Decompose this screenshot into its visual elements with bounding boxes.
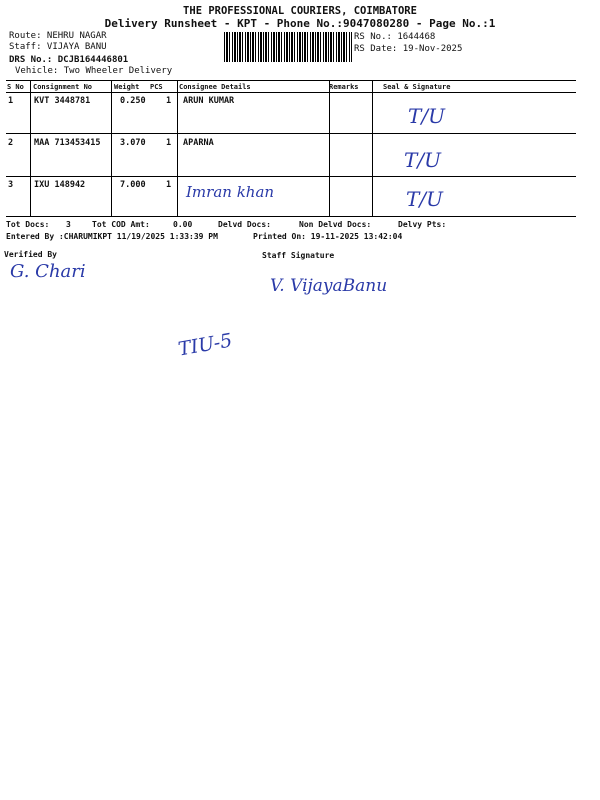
staff-label: Staff: VIJAYA BANU bbox=[9, 42, 107, 52]
header-consignment: Consignment No bbox=[33, 83, 93, 91]
row-3-sno: 3 bbox=[8, 180, 14, 190]
table-column-divider bbox=[372, 80, 373, 216]
header-remarks: Remarks bbox=[329, 83, 359, 91]
rs-number: RS No.: 1644468 bbox=[354, 32, 436, 42]
delvy-pts-label: Delvy Pts: bbox=[398, 220, 447, 229]
table-top-border bbox=[6, 80, 576, 81]
table-header-border bbox=[6, 92, 576, 93]
header-pcs: PCS bbox=[150, 83, 163, 91]
header-sno: S No bbox=[7, 83, 24, 91]
row-2-weight: 3.070 bbox=[120, 138, 146, 148]
company-title: THE PROFESSIONAL COURIERS, COIMBATORE bbox=[183, 5, 417, 17]
table-row-divider bbox=[6, 133, 576, 134]
verified-by-signature: G. Chari bbox=[10, 261, 86, 282]
row-3-seal-handwriting: T/U bbox=[406, 187, 443, 211]
tot-cod-value: 0.00 bbox=[173, 220, 193, 229]
row-1-consignment: KVT 3448781 bbox=[34, 96, 91, 106]
staff-signature: V. VijayaBanu bbox=[270, 276, 388, 296]
tot-docs-label: Tot Docs: bbox=[6, 220, 50, 229]
runsheet-title: Delivery Runsheet - KPT - Phone No.:9047080280 - Page No.:1 bbox=[104, 17, 496, 30]
tot-cod-label: Tot COD Amt: bbox=[92, 220, 150, 229]
row-1-pcs: 1 bbox=[166, 96, 172, 106]
handwritten-note: TIU-5 bbox=[176, 329, 234, 361]
row-2-sno: 2 bbox=[8, 138, 14, 148]
printed-on: Printed On: 19-11-2025 13:42:04 bbox=[253, 232, 403, 241]
row-1-consignee: ARUN KUMAR bbox=[183, 96, 235, 106]
tot-docs-value: 3 bbox=[66, 220, 71, 229]
table-column-divider bbox=[329, 80, 330, 216]
entered-by: Entered By :CHARUMIKPT 11/19/2025 1:33:39 PM bbox=[6, 232, 218, 241]
route-label: Route: NEHRU NAGAR bbox=[9, 31, 107, 41]
row-3-weight: 7.000 bbox=[120, 180, 146, 190]
row-3-pcs: 1 bbox=[166, 180, 172, 190]
row-2-seal-handwriting: T/U bbox=[404, 148, 441, 172]
header-seal: Seal & Signature bbox=[383, 83, 451, 91]
row-2-consignment: MAA 713453415 bbox=[34, 138, 101, 148]
delvd-docs-label: Delvd Docs: bbox=[218, 220, 271, 229]
rs-date: RS Date: 19-Nov-2025 bbox=[354, 44, 463, 54]
non-delvd-docs-label: Non Delvd Docs: bbox=[299, 220, 372, 229]
row-1-seal-handwriting: T/U bbox=[408, 104, 445, 128]
row-3-consignment: IXU 148942 bbox=[34, 180, 86, 190]
staff-signature-label: Staff Signature bbox=[262, 251, 335, 260]
table-column-divider bbox=[177, 80, 178, 216]
row-2-pcs: 1 bbox=[166, 138, 172, 148]
table-bottom-border bbox=[6, 216, 576, 217]
table-column-divider bbox=[111, 80, 112, 216]
row-3-consignee-handwriting: Imran khan bbox=[186, 183, 275, 201]
header-consignee: Consignee Details bbox=[179, 83, 251, 91]
row-1-weight: 0.250 bbox=[120, 96, 146, 106]
verified-by-label: Verified By bbox=[4, 250, 57, 259]
vehicle-label: Vehicle: Two Wheeler Delivery bbox=[15, 66, 173, 76]
row-2-consignee: APARNA bbox=[183, 138, 214, 148]
barcode bbox=[224, 32, 352, 62]
table-row-divider bbox=[6, 176, 576, 177]
row-1-sno: 1 bbox=[8, 96, 14, 106]
drs-number: DRS No.: DCJB164446801 bbox=[9, 55, 129, 65]
header-weight: Weight bbox=[114, 83, 140, 91]
table-column-divider bbox=[30, 80, 31, 216]
